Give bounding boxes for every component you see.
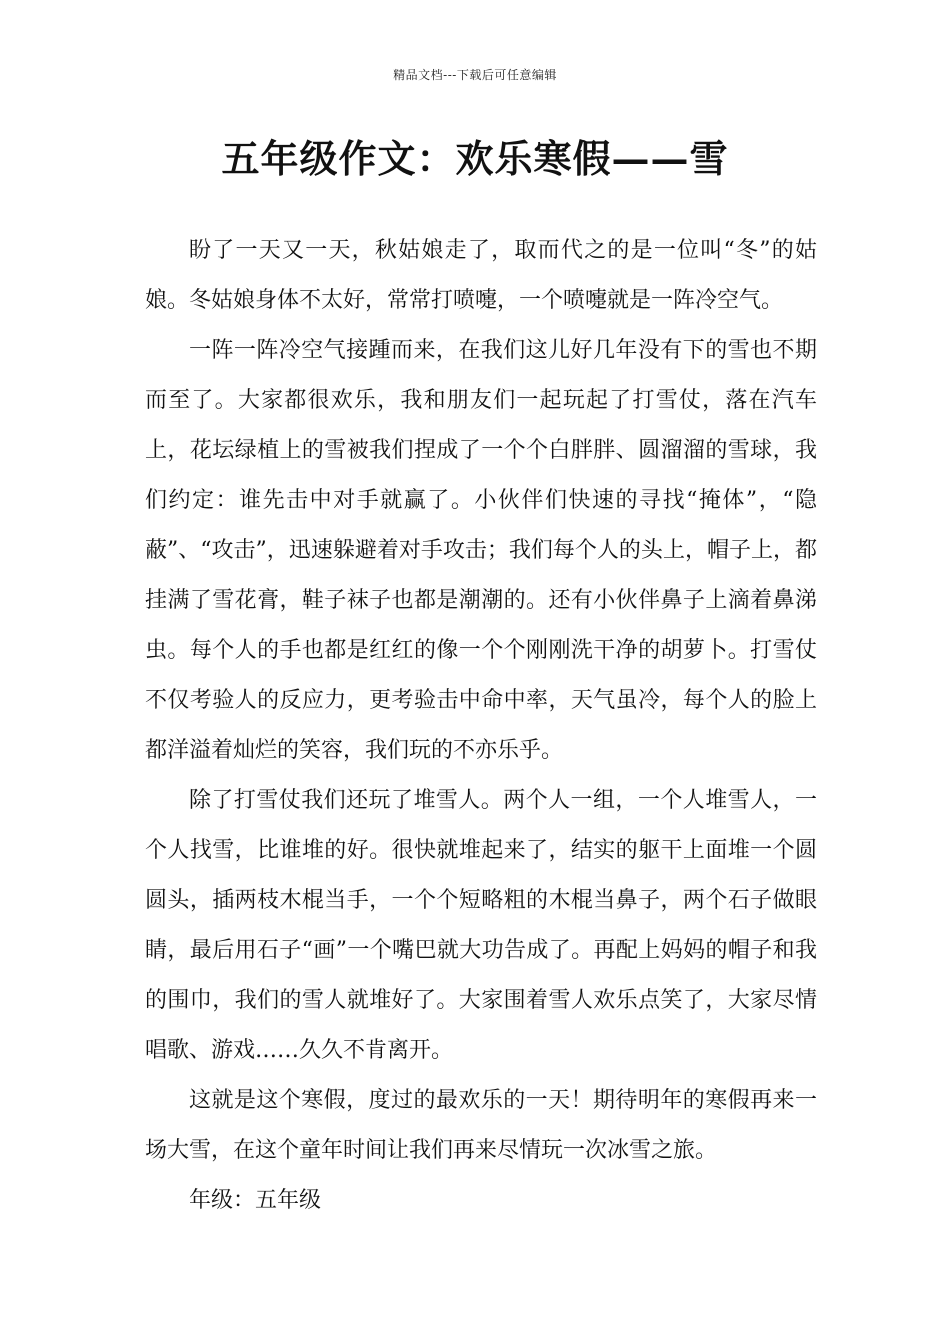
paragraph-4: 这就是这个寒假，度过的最欢乐的一天！期待明年的寒假再来一场大雪，在这个童年时间让我们再来尽情玩一次冰雪之旅。 bbox=[145, 1088, 817, 1163]
paragraph-2: 一阵一阵冷空气接踵而来，在我们这儿好几年没有下的雪也不期而至了。大家都很欢乐，我和朋友们一起玩起了打雪仗，落在汽车上，花坛绿植上的雪被我们捏成了一个个白胖胖、圆溜溜的雪球，我们约定：谁先击中对手就赢了。小伙伴们快速的寻找“掩体”，“隐蔽”、“攻击”，迅速躲避着对手攻击；我们每个人的头上，帽子上，都挂满了雪花膏，鞋子袜子也都是潮潮的。还有小伙伴鼻子上滴着鼻涕虫。每个人的手也都是红红的像一个个刚刚洗干净的胡萝卜。打雪仗不仅考验人的反应力，更考验击中命中率，天气虽冷，每个人的脸上都洋溢着灿烂的笑容，我们玩的不亦乐乎。 bbox=[145, 338, 817, 763]
header-note: 精品文档---下载后可任意编辑 bbox=[393, 68, 557, 82]
grade-line: 年级：五年级 bbox=[189, 1188, 322, 1213]
paragraph-1: 盼了一天又一天，秋姑娘走了，取而代之的是一位叫“冬”的姑娘。冬姑娘身体不太好，常常打喷嚏，一个喷嚏就是一阵冷空气。 bbox=[145, 238, 817, 313]
page-title: 五年级作文：欢乐寒假——雪 bbox=[221, 136, 729, 181]
paragraph-3: 除了打雪仗我们还玩了堆雪人。两个人一组，一个人堆雪人，一个人找雪，比谁堆的好。很快就堆起来了，结实的躯干上面堆一个圆圆头，插两枝木棍当手，一个个短略粗的木棍当鼻子，两个石子做眼睛，最后用石子“画”一个嘴巴就大功告成了。再配上妈妈的帽子和我的围巾，我们的雪人就堆好了。大家围着雪人欢乐点笑了，大家尽情唱歌、游戏……久久不肯离开。 bbox=[145, 788, 817, 1063]
article-body bbox=[145, 226, 817, 1226]
